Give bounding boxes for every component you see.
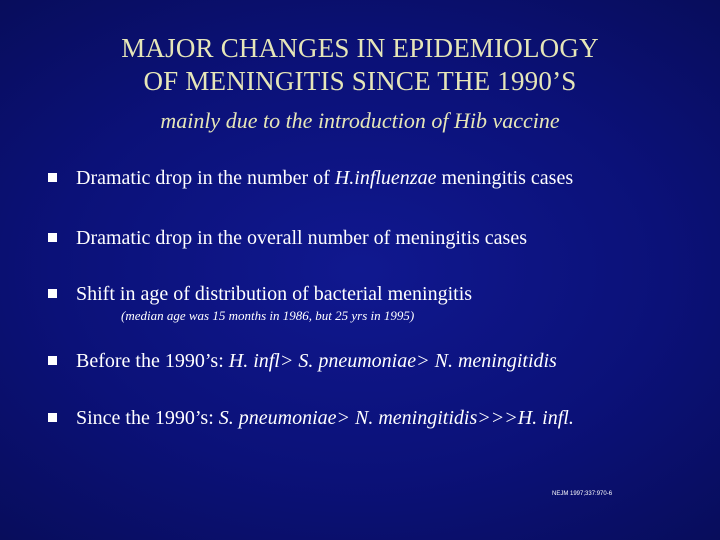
slide-subtitle: mainly due to the introduction of Hib vaccine [160, 108, 560, 133]
bullet-text-italic: S. pneumoniae> N. meningitidis>>>H. infl. [218, 407, 574, 429]
bullet-text-italic: H. infl> S. pneumoniae> N. meningitidis [228, 350, 557, 372]
bullet-item [48, 349, 708, 373]
bullet-text-tail: meningitis cases [436, 167, 574, 189]
bullet-text-italic: H.influenzae [334, 167, 437, 189]
title-line-1: MAJOR CHANGES IN EPIDEMIOLOGY [121, 33, 599, 63]
slide-title [0, 32, 720, 98]
bullet-text: Before the 1990’s: [76, 350, 229, 372]
bullet-text: Shift in age of distribution of bacterial meningitis [76, 283, 473, 305]
bullet-item [48, 282, 708, 306]
bullet-text: Dramatic drop in the overall number of meningitis cases [76, 227, 527, 249]
bullet-item [48, 226, 708, 250]
square-bullet-icon [48, 413, 57, 422]
title-line-2: OF MENINGITIS SINCE THE 1990’S [143, 66, 577, 96]
bullet-item [48, 406, 708, 430]
age-note: (median age was 15 months in 1986, but 25 yrs in 1995) [121, 308, 415, 323]
bullet-text: Since the 1990’s: [76, 407, 219, 429]
square-bullet-icon [48, 173, 57, 182]
square-bullet-icon [48, 289, 57, 298]
square-bullet-icon [48, 233, 57, 242]
square-bullet-icon [48, 356, 57, 365]
citation: NEJM 1997;337:970-6 [552, 491, 613, 497]
bullet-text: Dramatic drop in the number of [76, 167, 335, 189]
bullet-item [48, 166, 708, 190]
